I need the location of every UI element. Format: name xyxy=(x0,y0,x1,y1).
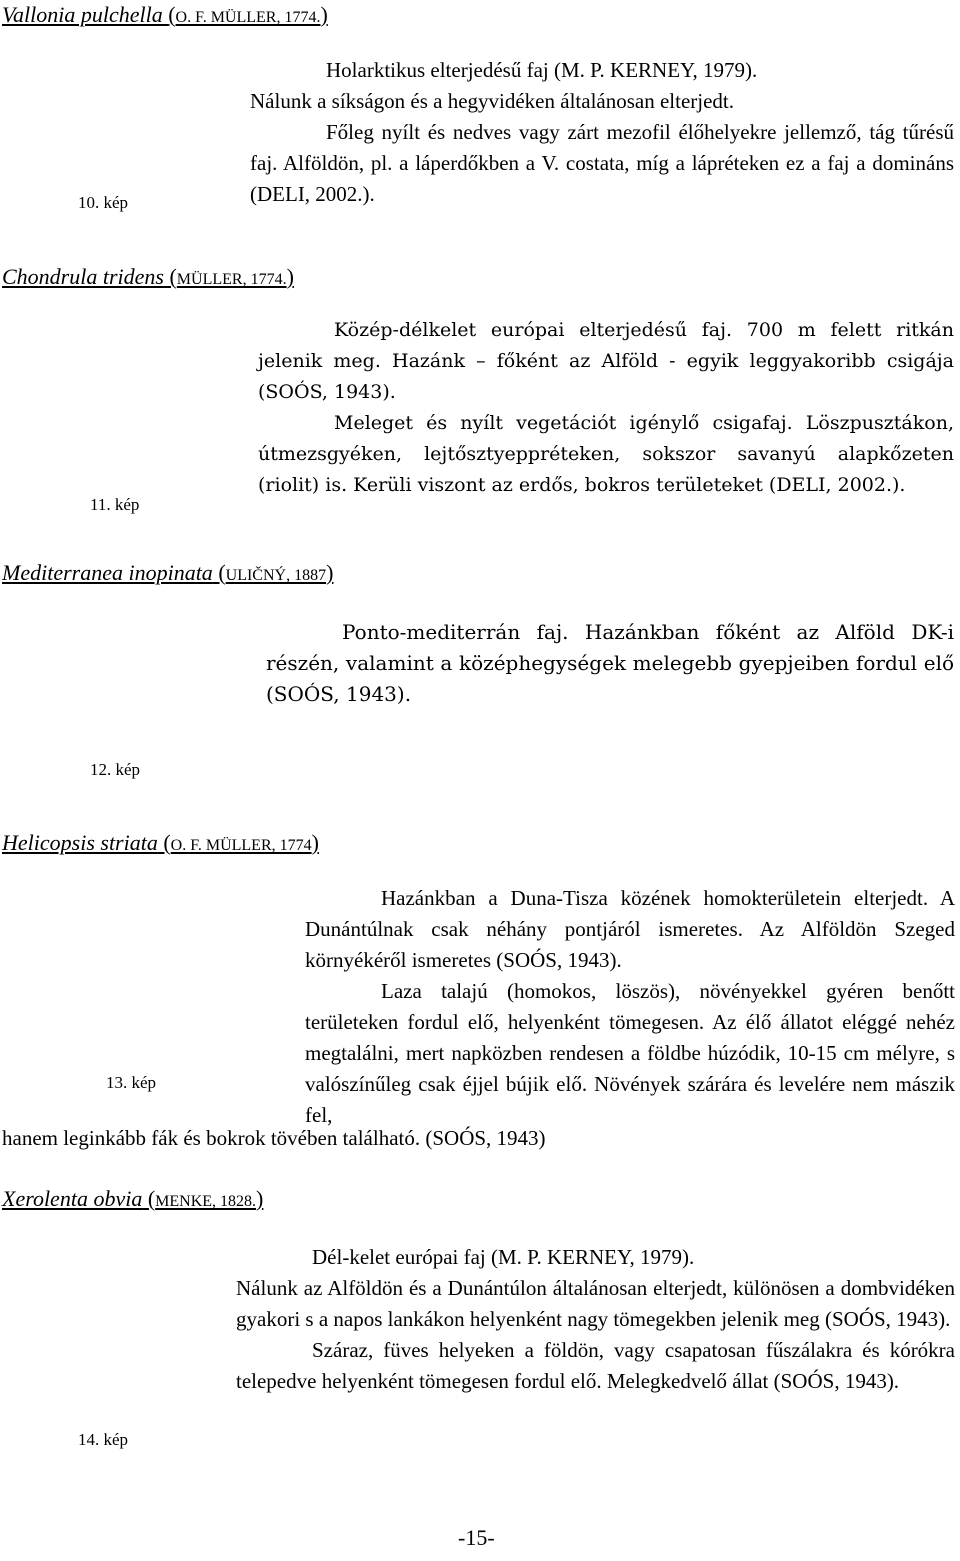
species-name: Xerolenta obvia xyxy=(2,1186,143,1211)
species-title: Vallonia pulchella (O. F. MÜLLER, 1774.) xyxy=(2,2,328,27)
paragraph: Holarktikus elterjedésű faj (M. P. KERNEY, 1979). xyxy=(326,58,758,82)
image-caption: 14. kép xyxy=(78,1430,129,1449)
species-title: Mediterranea inopinata (ULIČNÝ, 1887) xyxy=(2,560,334,585)
paragraph: Dél-kelet európai faj (M. P. KERNEY, 1979). xyxy=(312,1245,695,1269)
species-description xyxy=(266,617,954,710)
species-title: Xerolenta obvia (MENKE, 1828.) xyxy=(2,1186,264,1211)
species-name: Chondrula tridens xyxy=(2,264,164,289)
image-caption: 10. kép xyxy=(78,193,129,212)
paragraph-continuation xyxy=(2,1123,952,1154)
species-author: ULIČNÝ, 1887 xyxy=(225,567,327,584)
paragraph: hanem leginkább fák és bokrok tövében található. (SOÓS, 1943) xyxy=(2,1126,546,1150)
species-author: MÜLLER, 1774. xyxy=(176,271,287,288)
paragraph: Laza talajú (homokos, löszös), növényekkel gyéren benőtt területeken fordul elő, helyenként tömegesen. Az élő állatot eléggé nehéz megtalálni, mert napközben rendesen a földbe húzódik, 10-15 cm mélyre, s valószínűleg csak éjjel bújik elő. Növények szárára és levelére nem mászik fel, xyxy=(305,979,955,1127)
page-number: -15- xyxy=(458,1525,495,1550)
paragraph: Ponto-mediterrán faj. Hazánkban főként az Alföld DK-i részén, valamint a középhegységek melegebb gyepjeiben fordul elő (SOÓS, 1943). xyxy=(266,620,954,706)
species-author: O. F. MÜLLER, 1774 xyxy=(170,837,312,854)
species-description xyxy=(305,883,955,1131)
species-description xyxy=(258,315,954,501)
paragraph: Nálunk az Alföldön és a Dunántúlon általánosan elterjedt, különösen a dombvidéken gyakori s a napos lankákon helyenként nagy tömegekben jelenik meg (SOÓS, 1943). xyxy=(236,1276,955,1331)
species-title: Helicopsis striata (O. F. MÜLLER, 1774) xyxy=(2,830,319,855)
paragraph: Nálunk a síkságon és a hegyvidéken általánosan elterjedt. xyxy=(250,89,735,113)
species-description xyxy=(250,55,954,210)
image-caption: 13. kép xyxy=(106,1073,157,1092)
image-caption: 11. kép xyxy=(90,495,140,514)
image-caption: 12. kép xyxy=(90,760,141,779)
species-author: O. F. MÜLLER, 1774. xyxy=(175,9,321,26)
species-name: Helicopsis striata xyxy=(2,830,158,855)
species-name: Mediterranea inopinata xyxy=(2,560,213,585)
paragraph: Száraz, füves helyeken a földön, vagy csapatosan fűszálakra és kórókra telepedve helyenként tömegesen fordul elő. Melegkedvelő állat (SOÓS, 1943). xyxy=(236,1338,955,1393)
species-name: Vallonia pulchella xyxy=(2,2,169,27)
species-author: MENKE, 1828. xyxy=(155,1193,257,1210)
paragraph: Közép-délkelet európai elterjedésű faj. 700 m felett ritkán jelenik meg. Hazánk – főként az Alföld - egyik leggyakoribb csigája (SOÓS, 1943). xyxy=(258,319,954,403)
paragraph: Hazánkban a Duna-Tisza közének homokterületein elterjedt. A Dunántúlnak csak néhány pontjáról ismeretes. Az Alföldön Szeged környékéről ismeretes (SOÓS, 1943). xyxy=(305,886,955,972)
species-title: Chondrula tridens (MÜLLER, 1774.) xyxy=(2,264,294,289)
paragraph: Főleg nyílt és nedves vagy zárt mezofil élőhelyekre jellemző, tág tűrésű faj. Alföldön, pl. a láperdőkben a V. costata, míg a lápréteken ez a faj a domináns (DELI, 2002.). xyxy=(250,120,954,206)
species-description xyxy=(236,1242,955,1397)
paragraph: Meleget és nyílt vegetációt igénylő csigafaj. Löszpusztákon, útmezsgyéken, lejtősztyeppréteken, sokszor savanyú alapkőzeten (riolit) is. Kerüli viszont az erdős, bokros területeket (DELI, 2002.). xyxy=(258,412,954,496)
